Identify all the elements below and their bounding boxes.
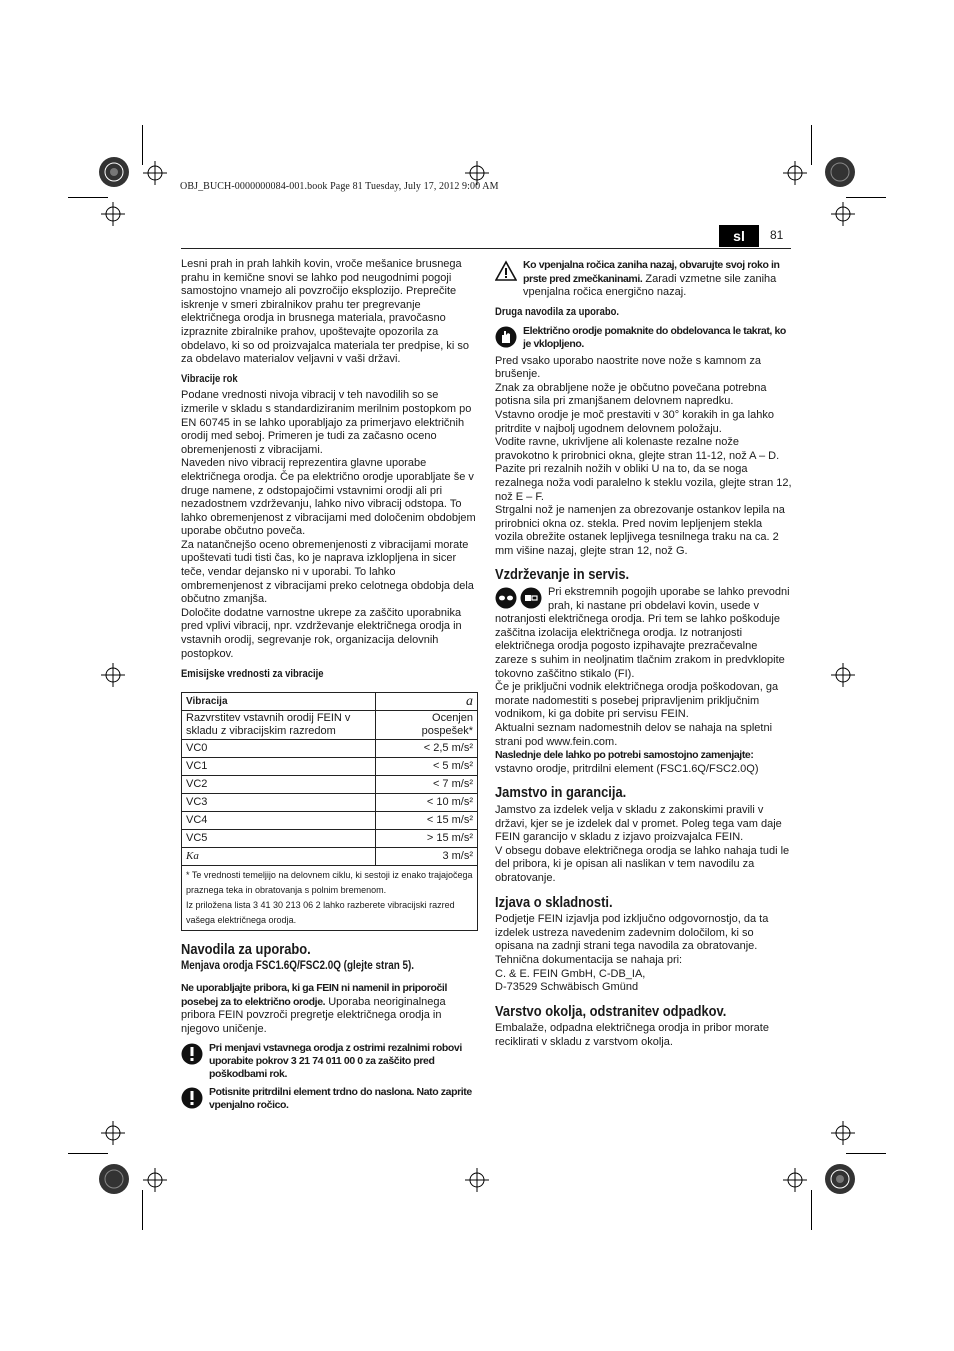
eye-protection-icon <box>495 587 517 609</box>
table-cell: VC5 <box>182 829 376 847</box>
table-row <box>182 739 478 757</box>
hand-instruction-icon <box>495 325 517 349</box>
section-heading-maintenance: Vzdrževanje in servis. <box>495 566 630 584</box>
section-heading-emission: Emisijske vrednosti za vibracije <box>181 668 324 681</box>
body-paragraph: Pazite pri rezalnih nožih v obliki U na to, da se noga rezalnega noža vodi paralelno k steklu vozila, glejte stran 12, nož E – F. <box>495 463 792 503</box>
right-column <box>495 259 792 1049</box>
table-cell: < 2,5 m/s² <box>376 739 478 757</box>
table-cell: VC3 <box>182 793 376 811</box>
section-heading-environment: Varstvo okolja, odstranitev odpadkov. <box>495 1002 727 1020</box>
table-cell: VC2 <box>182 775 376 793</box>
conformity-paragraph: Podjetje FEIN izjavlja pod izključno odgovornostjo, da ta izdelek ustreza navedenim zadevnim določilom, ki so opisana na zadnji strani tega navodila za obratovanje. <box>495 913 769 953</box>
accessories-text: Uporaba neoriginalnega pribora FEIN povzroči pregretje električnega orodja in njegovo uničenje. <box>181 995 446 1035</box>
accessories-paragraph <box>181 982 478 1036</box>
environment-paragraph: Embalaže, odpadna električnega orodja in pribor morate reciklirati v skladu z varstvom okolja. <box>495 1022 769 1048</box>
vibration-paragraph: Za natančnejšo oceno obremenjenosti z vibracijami morate upoštevati tudi tisti čas, ko je naprava izklopljena in sicer teče, vendar dejansko ni v uporabi. To lahko ombremenjenost z vibracijami preko celotnega obdobja dela občutno zmanjša. <box>181 538 474 606</box>
maintenance-paragraph: Če je priključni vodnik električnega orodja poškodovan, ga morate nadomestiti s posebej pripravljenim priključnim vodnikom, ki ga dobite pri servisu FEIN. <box>495 681 779 721</box>
table-row <box>182 829 478 847</box>
maintenance-paragraph: Aktualni seznam nadomestnih delov se nahaja na spletni strani pod www.fein.com. <box>495 722 773 748</box>
table-row <box>182 710 478 739</box>
crop-line <box>811 1190 812 1230</box>
footnote-text: * Te vrednosti temeljijo na delovnem ciklu, ki sestoji iz enako trajajočega praznega teka in obratovanja s polnim bremenom. <box>186 869 473 895</box>
left-column <box>181 258 478 1111</box>
intro-paragraph: Lesni prah in prah lahkih kovin, vroče mešanice brusnega prahu in kemične snovi se lahko pod neugodnimi pogoji samostojno vnamejo ali povzročijo eksplozijo. Preprečite iskrenje v smeri zbiralnikov prahu ter pregrevanje električnega orodja in brusnega materiala, pravočasno izpraznite zbiralnike prahov, upoštevajte opozorila za obdelavo, ki so od proizvajalca materiala ter predpise, ki so za obdelavo materialov veljavni v vaši državi. <box>181 258 469 366</box>
crop-line <box>142 125 143 165</box>
table-row <box>182 775 478 793</box>
crop-line <box>68 197 108 198</box>
maintenance-icons <box>495 587 542 609</box>
conformity-paragraph: D-73529 Schwäbisch Gmünd <box>495 981 639 994</box>
section-heading-other: Druga navodila za uporabo. <box>495 305 620 318</box>
body-paragraph: Vodite ravne, ukrivljene ali kolenaste rezalne nože pravokotno k prirobnici okna, glejte stran 11-12, nož A – D. <box>495 436 780 462</box>
body-paragraph: Pred vsako uporabo naostrite nove nože s kamnom za brušenje. <box>495 354 761 381</box>
crop-line <box>68 1153 108 1154</box>
vibration-paragraph: Določite dodatne varnostne ukrepe za zaščito uporabnika pred vplivi vibracij, npr. vzdrževanje električnega orodja in vstavnih orodij, segrevanje rok, organizacija delovnih postopkov. <box>181 606 462 660</box>
table-cell: < 10 m/s² <box>376 793 478 811</box>
exclamation-icon <box>181 1086 203 1110</box>
instruction-text: Električno orodje pomaknite do obdelovanca le takrat, ko je vklopljeno. <box>523 325 786 350</box>
table-cell: Razvrstitev vstavnih orodij FEIN v skladu z vibracijskim razredom <box>182 710 376 739</box>
table-cell: > 15 m/s² <box>376 829 478 847</box>
table-cell: < 5 m/s² <box>376 757 478 775</box>
warranty-paragraph: V obsegu dobave električnega orodja se lahko nahaja tudi le del pribora, ki je opisan ali naslikan v tem navodilu za obratovanje. <box>495 844 790 884</box>
table-footnote <box>181 866 478 931</box>
table-row <box>182 847 478 865</box>
parts-paragraph <box>495 749 792 776</box>
table-row <box>182 757 478 775</box>
table-header-row <box>182 692 478 710</box>
page-number: 81 <box>770 228 784 242</box>
warning-triangle-icon <box>495 259 517 283</box>
maintenance-paragraph: Pri ekstremnih pogojih uporabe se lahko prevodni prah, ki nastane pri obdelavi kovin, usede v notranjosti električnega orodja. Pri tem se lahko poškoduje zaščitna izolacija električnega orodja. Iz notranjosti električnega orodja pogosto izpihavajte prezračevalne zareze s suhim in neoljnatim tlačnim zrakom in predvklopite tokovno zaščitno stikalo (FI). <box>495 586 790 680</box>
section-heading-warranty: Jamstvo in garancija. <box>495 784 627 802</box>
table-header-cell: a <box>376 692 478 710</box>
crop-line <box>811 125 812 165</box>
print-header: OBJ_BUCH-0000000084-001.book Page 81 Tuesday, July 17, 2012 9:00 AM <box>180 181 499 192</box>
body-paragraph: Strgalni nož je namenjen za obrezovanje ostankov lepila na prirobnici okna oz. stekla. Pred novim lepljenjem stekla vozila obrežite ostanek lepljivega tesnilnega traku na ca. 2 mm višine nazaj, glejte stran 12, nož G. <box>495 504 785 557</box>
section-heading-vibration: Vibracije rok <box>181 372 238 385</box>
warning-text: Potisnite pritrdilni element trdno do naslona. Nato zaprite vpenjalno ročico. <box>209 1086 472 1111</box>
header-rule <box>181 248 791 249</box>
instruction-block <box>495 325 792 350</box>
warranty-paragraph: Jamstvo za izdelek velja v skladu z zakonskimi pravili v državi, kjer se je izdelek dal v promet. Poleg tega vam daje FEIN garancijo v skladu z izjavo proizvajalca FEIN. <box>495 803 782 844</box>
crop-line <box>846 197 886 198</box>
maintenance-block <box>495 586 792 681</box>
section-heading-instructions: Navodila za uporabo. <box>181 940 311 958</box>
table-cell: VC4 <box>182 811 376 829</box>
vibration-paragraph: Podane vrednosti nivoja vibracij v teh navodilih so se izmerile v skladu s standardiziranim merilnim postopkom po EN 60745 in se lahko uporabljajo za primerjavo električnih orodij med seboj. Primeren je tudi za začasno oceno obremenjenosti z vibracijami. <box>181 389 472 456</box>
warning-block <box>181 1086 478 1111</box>
caution-rest: Zaradi vzmetne sile zaniha vpenjalna ročica energično nazaj. <box>523 272 777 299</box>
body-paragraph: Znak za obrabljene nože je občutno povečana potrebna potisna sila pri zmanjšanem delovnem napredku. <box>495 381 767 408</box>
exclamation-icon <box>181 1042 203 1066</box>
conformity-paragraph: C. & E. FEIN GmbH, C-DB_IA, <box>495 967 646 980</box>
parts-bold: Naslednje dele lahko po potrebi samostojno zamenjajte: <box>495 749 754 762</box>
vibration-paragraph: Naveden nivo vibracij reprezentira glavne uporabe električnega orodja. Če pa električno orodje uporabljate še v druge namene, z odstopajočimi vstavnimi orodji ali pri nezadostnem vzdrževanju, lahko nivo vibracij odstopa. To lahko obremenjenost z vibracijami med določenim obdobjem uporabe občutno poveča. <box>181 457 476 538</box>
caution-text <box>523 259 792 300</box>
table-cell: < 7 m/s² <box>376 775 478 793</box>
table-header-cell: Vibracija <box>182 692 376 710</box>
table-row <box>182 811 478 829</box>
unplug-icon <box>520 587 542 609</box>
conformity-paragraph: Tehnična dokumentacija se nahaja pri: <box>495 953 683 966</box>
table-cell: < 15 m/s² <box>376 811 478 829</box>
warning-text: Pri menjavi vstavnega orodja z ostrimi rezalnimi robovi uporabite pokrov 3 21 74 011 00 0 za zaščito pred poškodbami rok. <box>209 1042 462 1080</box>
language-tab: sl <box>719 225 759 247</box>
vibration-table <box>181 692 478 866</box>
body-paragraph: Vstavno orodje je moč prestaviti v 30° korakih in ga lahko pritrdite v najbolj ugodnem delovnem položaju. <box>495 408 774 435</box>
accessories-bold: Ne uporabljajte pribora, ki ga FEIN ni namenil in priporočil posebej za to električno orodje. <box>181 982 447 1008</box>
table-cell: VC0 <box>182 739 376 757</box>
warning-block <box>181 1042 478 1080</box>
caution-bold: Ko vpenjalna ročica zaniha nazaj, obvarujte svoj roko in prste pred zmečkaninami. <box>523 259 780 285</box>
caution-block <box>495 259 792 300</box>
crosshair-mark-bottom <box>140 1165 820 1205</box>
table-cell: VC1 <box>182 757 376 775</box>
table-cell: 3 m/s² <box>376 847 478 865</box>
table-cell: Ka <box>182 847 376 865</box>
section-heading-conformity: Izjava o skladnosti. <box>495 893 613 911</box>
crop-line <box>142 1190 143 1230</box>
table-cell: Ocenjen pospešek* <box>376 710 478 739</box>
table-row <box>182 793 478 811</box>
footnote-text: Iz priložena lista 3 41 30 213 06 2 lahko razberete vibracijski razred vašega električnega orodja. <box>186 899 455 925</box>
crop-line <box>846 1153 886 1154</box>
subheading-tool-change: Menjava orodja FSC1.6Q/FSC2.0Q (glejte stran 5). <box>181 960 415 973</box>
parts-list: vstavno orodje, pritrdilni element (FSC1.6Q/FSC2.0Q) <box>495 762 759 775</box>
